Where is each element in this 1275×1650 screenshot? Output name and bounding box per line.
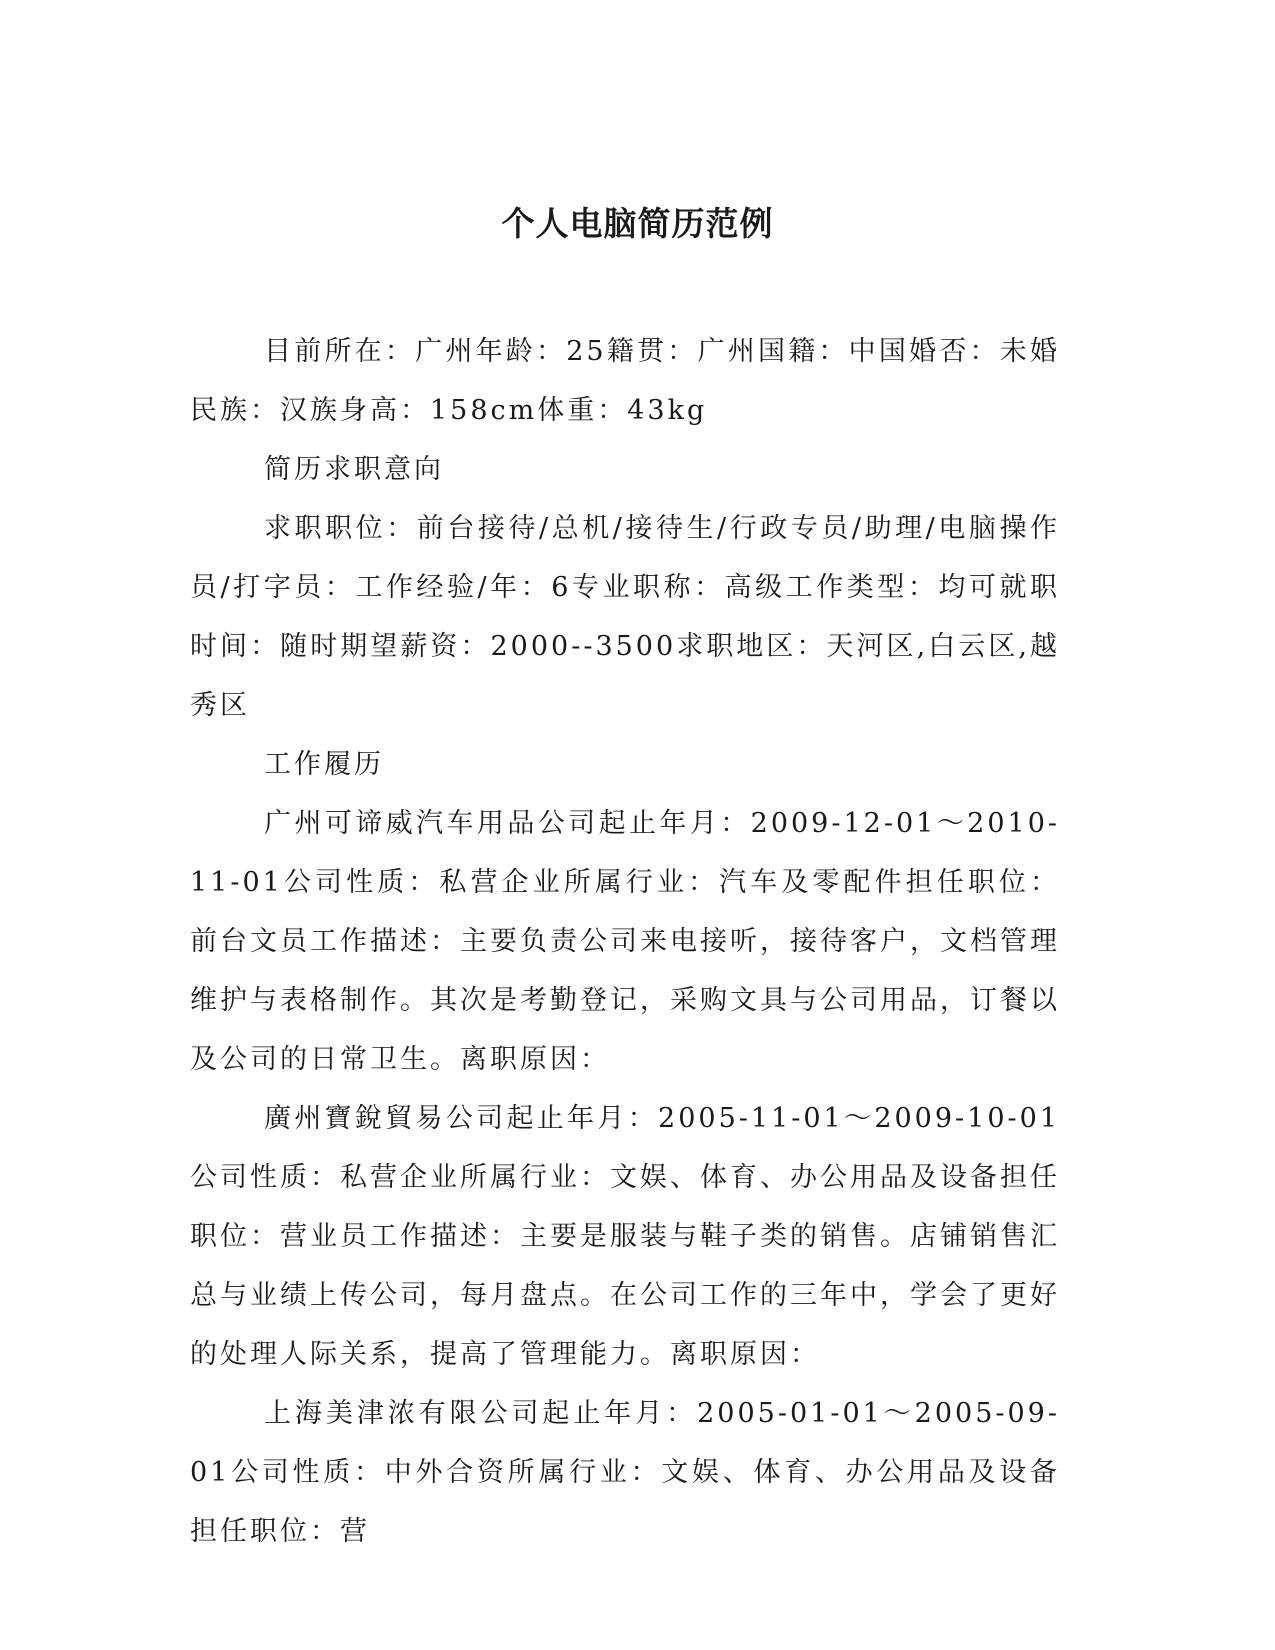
document-title: 个人电脑简历范例 [501,204,774,243]
work-entry-paragraph: 上海美津浓有限公司起止年月：2005-01-01～2005-09-01公司性质：中外合资所属行业：文娱、体育、办公用品及设备担任职位：营 [190,1398,1060,1547]
section-heading-work-history: 工作履历 [264,749,384,780]
job-intention-paragraph: 求职职位：前台接待/总机/接待生/行政专员/助理/电脑操作员/打字员：工作经验/年：6专业职称：高级工作类型：均可就职时间：随时期望薪资：2000--3500求职地区：天河区,白云区,越秀区 [190,513,1060,721]
section-heading-job-intention: 简历求职意向 [264,454,444,485]
work-entry-paragraph: 廣州寶銳貿易公司起止年月：2005-11-01～2009-10-01公司性质：私营企业所属行业：文娱、体育、办公用品及设备担任职位：营业员工作描述：主要是服装与鞋子类的销售。店铺销售汇总与业绩上传公司，每月盘点。在公司工作的三年中，学会了更好的处理人际关系，提高了管理能力。离职原因： [190,1103,1060,1370]
work-entry-paragraph: 广州可谛威汽车用品公司起止年月：2009-12-01～2010-11-01公司性质：私营企业所属行业：汽车及零配件担任职位：前台文员工作描述：主要负责公司来电接听，接待客户，文档管理维护与表格制作。其次是考勤登记，采购文具与公司用品，订餐以及公司的日常卫生。离职原因： [190,808,1060,1075]
document-body [190,322,1060,1561]
personal-info-paragraph: 目前所在：广州年龄：25籍贯：广州国籍：中国婚否：未婚民族：汉族身高：158cm体重：43kg [190,336,1060,426]
